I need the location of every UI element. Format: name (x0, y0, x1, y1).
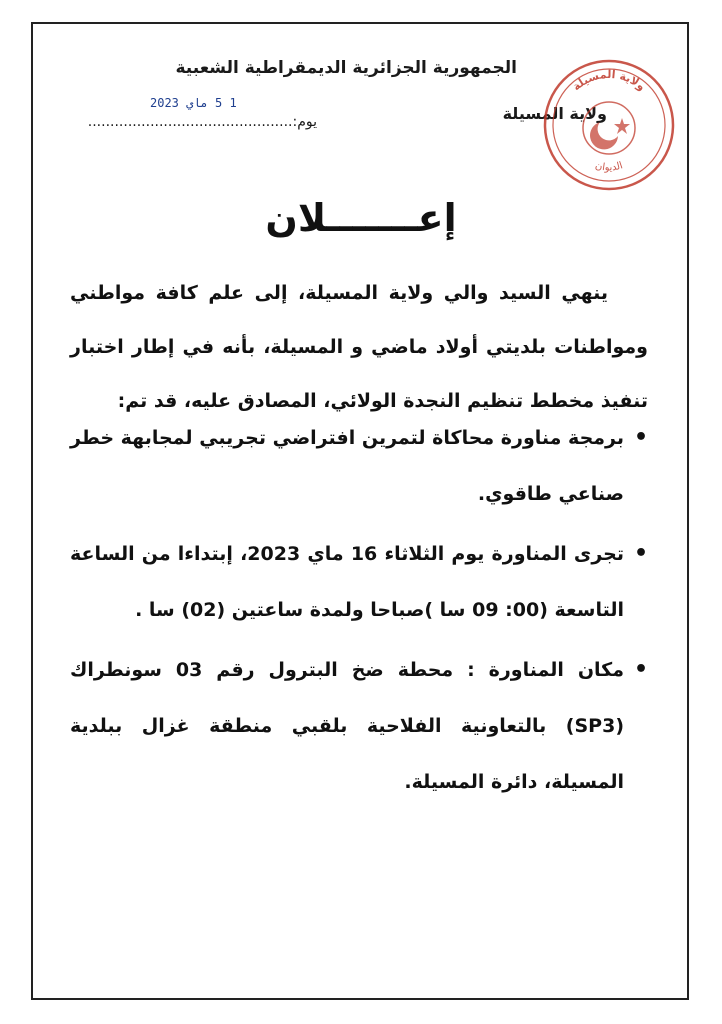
day-field (87, 114, 317, 130)
republic-header: الجمهورية الجزائرية الديمقراطية الشعبية (175, 58, 517, 78)
list-item (70, 642, 648, 810)
seal-bottom-text: الديوان (593, 160, 625, 174)
bullet-icon: • (633, 657, 648, 682)
bullet-text: برمجة مناورة محاكاة لتمرين افتراضي تجريبي لمجابهة خطر صناعي طاقوي. (70, 427, 624, 505)
svg-text:ولاية المسيلة (570, 68, 648, 94)
wilaya-header: ولاية المسيلة (502, 104, 607, 123)
bullet-icon: • (633, 541, 648, 566)
day-label: يوم: (292, 114, 317, 130)
bullet-text: مكان المناورة : محطة ضخ البترول رقم 03 سونطراك (SP3) بالتعاونية الفلاحية بلقبي منطقة غزال ببلدية المسيلة، دائرة المسيلة. (70, 659, 624, 793)
list-item (70, 526, 648, 638)
announcement-title: إعـــــــلان (265, 196, 457, 240)
bullet-icon: • (633, 425, 648, 450)
day-dots: .............................................. (87, 114, 293, 130)
bullet-text: تجرى المناورة يوم الثلاثاء 16 ماي 2023، إبتداءا من الساعة التاسعة (00: 09 سا )صباحا ولمدة ساعتين (02) سا . (70, 543, 624, 621)
official-seal-icon (540, 56, 678, 194)
seal-top-text: ولاية المسيلة (569, 67, 649, 94)
announcement-bullets (70, 410, 648, 814)
announcement-intro: ينهي السيد والي ولاية المسيلة، إلى علم كافة مواطني ومواطنات بلديتي أولاد ماضي و المسيلة، بأنه في إطار اختبار تنفيذ مخطط تنظيم النجدة الولائي، المصادق عليه، قد تم: (70, 282, 648, 412)
date-stamp: 1 5 ماي 2023 (150, 96, 237, 110)
list-item (70, 410, 648, 522)
svg-text:الديوان (594, 160, 624, 173)
